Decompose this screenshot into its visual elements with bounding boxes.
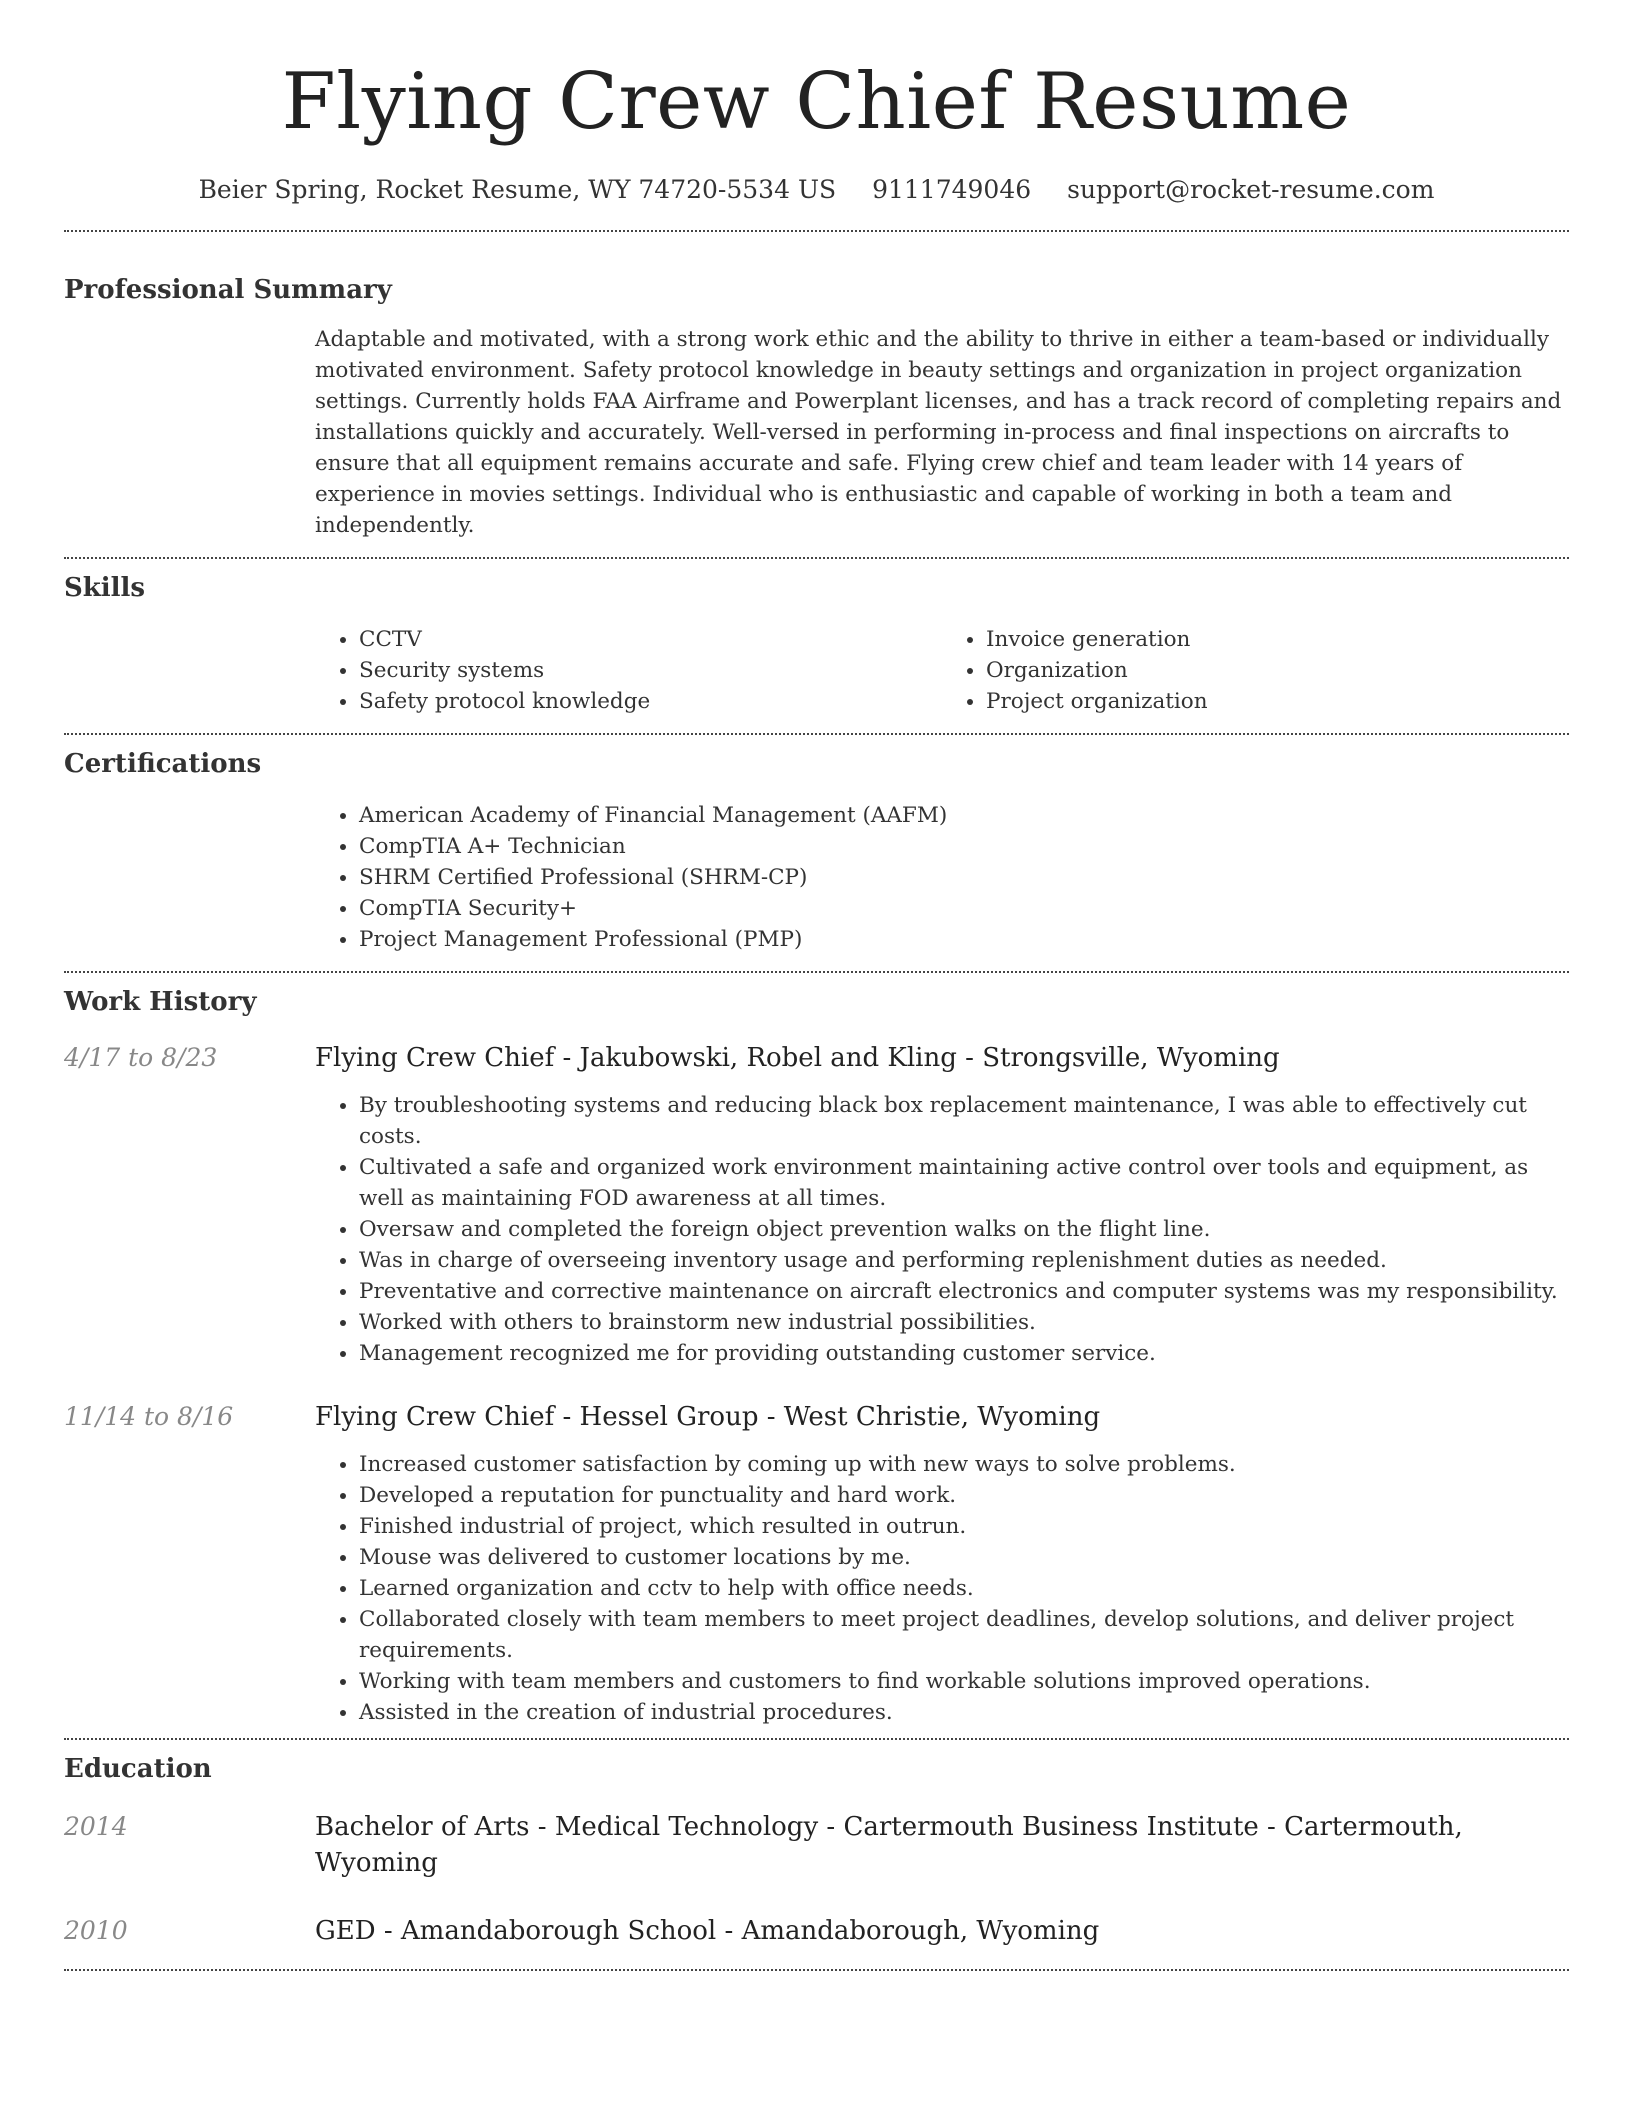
education-entry: [64, 1913, 1569, 1949]
education-year: 2010: [64, 1916, 128, 1945]
education-heading-line: GED - Amandaborough School - Amandaborough, Wyoming: [315, 1916, 1100, 1946]
education-section: [64, 1751, 1569, 1949]
job-bullet: • Oversaw and completed the foreign object prevention walks on the flight line.: [359, 1214, 1569, 1245]
certification-item: • CompTIA A+ Technician: [359, 831, 1569, 862]
divider: [64, 1969, 1569, 1971]
skill-item: • Security systems: [359, 655, 942, 686]
job-bullet: • Working with team members and customers to find workable solutions improved operations.: [359, 1666, 1569, 1697]
contact-phone: 9111749046: [872, 175, 1032, 204]
divider: [64, 1738, 1569, 1740]
summary-heading: Professional Summary: [64, 275, 392, 305]
resume-title: Flying Crew Chief Resume: [281, 57, 1352, 147]
summary-text: Adaptable and motivated, with a strong work ethic and the ability to thrive in either a team-based or individually motivated environment. Safety protocol knowledge in beauty settings and organization in project organization settings. Currently holds FAA Airframe and Powerplant licenses, and has a track record of completing repairs and installations quickly and accurately. Well-versed in performing in-process and final inspections on aircrafts to ensure that all equipment remains accurate and safe. Flying crew chief and team leader with 14 years of experience in movies settings. Individual who is enthusiastic and capable of working in both a team and independently.: [315, 327, 1562, 538]
job-entry: [64, 1399, 1569, 1728]
resume-page: [64, 0, 1569, 1971]
certifications-list: [315, 800, 1569, 955]
skill-item: • CCTV: [359, 624, 942, 655]
skills-heading: Skills: [64, 573, 146, 603]
skill-item: • Safety protocol knowledge: [359, 686, 942, 717]
job-dates: 11/14 to 8/16: [64, 1402, 234, 1431]
certifications-section: [64, 746, 1569, 955]
certifications-heading: Certifications: [64, 749, 262, 779]
education-heading-line: Bachelor of Arts - Medical Technology - Cartermouth Business Institute - Cartermouth, Wyoming: [315, 1812, 1463, 1878]
job-dates: 4/17 to 8/23: [64, 1043, 218, 1072]
job-bullet: • Worked with others to brainstorm new industrial possibilities.: [359, 1307, 1569, 1338]
work-section: [64, 984, 1569, 1728]
job-bullet: • Developed a reputation for punctuality and hard work.: [359, 1480, 1569, 1511]
contact-email: support@rocket-resume.com: [1067, 175, 1435, 204]
contact-line: [64, 172, 1569, 208]
job-bullet: • By troubleshooting systems and reducing black box replacement maintenance, I was able to effectively cut costs.: [359, 1090, 1569, 1152]
job-bullet: • Learned organization and cctv to help with office needs.: [359, 1573, 1569, 1604]
divider: [64, 230, 1569, 232]
job-entry: [64, 1040, 1569, 1369]
divider: [64, 971, 1569, 973]
education-entry: [64, 1809, 1569, 1881]
job-bullet: • Increased customer satisfaction by coming up with new ways to solve problems.: [359, 1449, 1569, 1480]
job-bullet: • Preventative and corrective maintenance on aircraft electronics and computer systems was my responsibility.: [359, 1276, 1569, 1307]
certification-item: • Project Management Professional (PMP): [359, 924, 1569, 955]
skills-section: [64, 570, 1569, 717]
divider: [64, 733, 1569, 735]
work-heading: Work History: [64, 987, 257, 1017]
job-bullet: • Collaborated closely with team members to meet project deadlines, develop solutions, and deliver project requirements.: [359, 1604, 1569, 1666]
education-year: 2014: [64, 1812, 128, 1841]
skill-item: • Invoice generation: [986, 624, 1569, 655]
skills-list-left: [315, 624, 942, 717]
job-bullet: • Cultivated a safe and organized work environment maintaining active control over tools and equipment, as well as maintaining FOD awareness at all times.: [359, 1152, 1569, 1214]
skills-columns: [315, 624, 1569, 717]
job-bullets: [315, 1090, 1569, 1369]
job-heading: Flying Crew Chief - Jakubowski, Robel and Kling - Strongsville, Wyoming: [315, 1043, 1280, 1073]
divider: [64, 557, 1569, 559]
job-bullet: • Finished industrial of project, which resulted in outrun.: [359, 1511, 1569, 1542]
skills-list-right: [942, 624, 1569, 717]
job-bullet: • Management recognized me for providing outstanding customer service.: [359, 1338, 1569, 1369]
certification-item: • SHRM Certified Professional (SHRM-CP): [359, 862, 1569, 893]
job-bullets: [315, 1449, 1569, 1728]
job-bullet: • Mouse was delivered to customer locations by me.: [359, 1542, 1569, 1573]
job-bullet: • Assisted in the creation of industrial procedures.: [359, 1697, 1569, 1728]
job-bullet: • Was in charge of overseeing inventory usage and performing replenishment duties as needed.: [359, 1245, 1569, 1276]
contact-address: Beier Spring, Rocket Resume, WY 74720-5534 US: [198, 175, 837, 204]
certification-item: • American Academy of Financial Management (AAFM): [359, 800, 1569, 831]
skill-item: • Organization: [986, 655, 1569, 686]
job-heading: Flying Crew Chief - Hessel Group - West Christie, Wyoming: [315, 1402, 1101, 1432]
summary-section: [64, 272, 1569, 541]
skill-item: • Project organization: [986, 686, 1569, 717]
education-heading: Education: [64, 1754, 212, 1784]
certification-item: • CompTIA Security+: [359, 893, 1569, 924]
